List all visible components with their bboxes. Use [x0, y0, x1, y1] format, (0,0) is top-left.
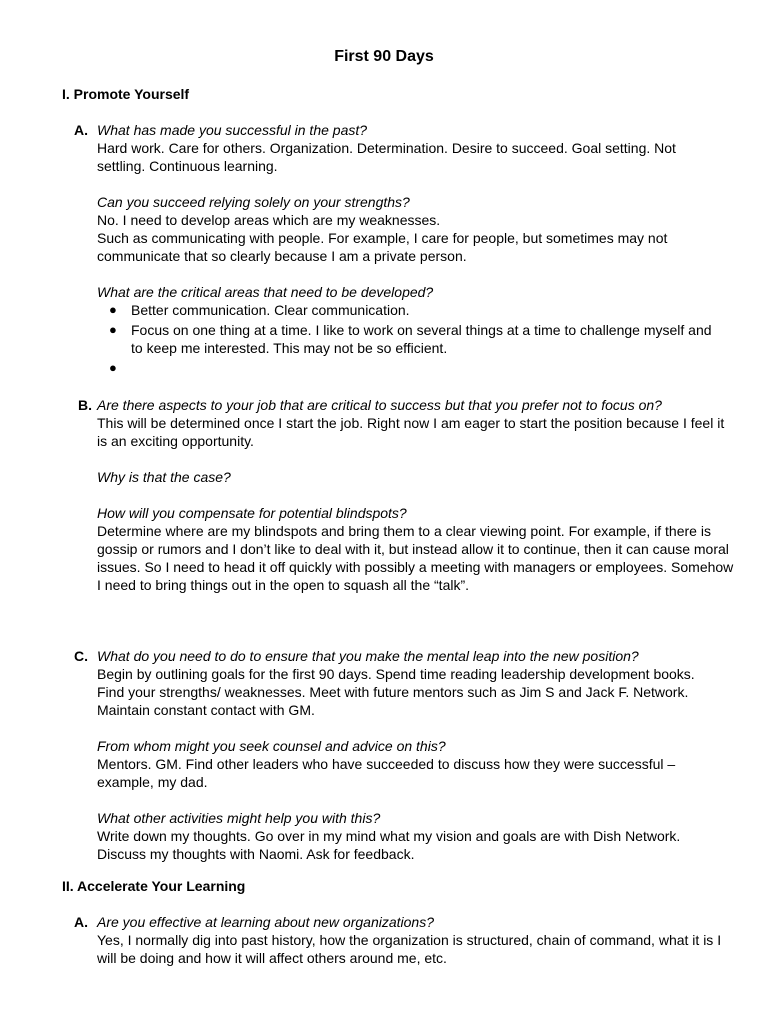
question-text: What has made you successful in the past?	[97, 122, 368, 138]
answer-text: Yes, I normally dig into past history, how the organization is structured, chain of command, what it is I will be doing and how it will affect others around me, etc.	[97, 932, 722, 966]
item-block-2a	[97, 913, 725, 967]
bullet-icon: ●	[109, 360, 117, 375]
answer-text: Write down my thoughts. Go over in my mind what my vision and goals are with Dish Network. Discuss my thoughts with Naomi. Ask for feedback.	[97, 828, 681, 862]
question-text: What other activities might help you with this?	[97, 810, 381, 826]
answer-text: Begin by outlining goals for the first 90 days. Spend time reading leadership development books. Find your strengths/ weaknesses. Meet with future mentors such as Jim S and Jack F. Network. Maintain constant contact with GM.	[97, 666, 695, 718]
paragraph-gap	[97, 450, 737, 468]
paragraph-gap	[97, 791, 725, 809]
item-letter-1c: C.	[74, 648, 88, 664]
question-text: What do you need to do to ensure that you make the mental leap into the new position?	[97, 648, 639, 664]
question-text: Are you effective at learning about new organizations?	[97, 914, 434, 930]
list-item-text: Focus on one thing at a time. I like to work on several things at a time to challenge myself and to keep me interested. This may not be so efficient.	[131, 322, 712, 356]
item-block-1b	[97, 396, 737, 594]
item-letter-2a: A.	[74, 914, 88, 930]
question-text: Can you succeed relying solely on your strengths?	[97, 194, 410, 210]
section-heading-promote-yourself: I. Promote Yourself	[62, 86, 190, 102]
paragraph-gap	[97, 175, 725, 193]
item-letter-1a: A.	[74, 122, 88, 138]
answer-text: Such as communicating with people. For example, I care for people, but sometimes may not communicate that so clearly because I am a private person.	[97, 230, 668, 264]
paragraph-gap	[97, 265, 725, 283]
answer-text: Hard work. Care for others. Organization. Determination. Desire to succeed. Goal setting. Not settling. Continuous learning.	[97, 140, 676, 174]
list-item	[97, 321, 725, 357]
list-item	[97, 359, 725, 377]
answer-text: Determine where are my blindspots and bring them to a clear viewing point. For example, if there is gossip or rumors and I don’t like to deal with it, but instead allow it to continue, then it can cause moral issues. So I need to head it off quickly with possibly a meeting with managers or employees. Somehow I need to bring things out in the open to squash all the “talk”.	[97, 523, 734, 593]
item-block-1a	[97, 121, 725, 379]
paragraph-gap	[97, 719, 725, 737]
bullet-list	[97, 301, 725, 377]
bullet-icon: ●	[109, 302, 117, 317]
list-item	[97, 301, 725, 319]
bullet-icon: ●	[109, 322, 117, 337]
question-text: From whom might you seek counsel and advice on this?	[97, 738, 446, 754]
section-heading-accelerate-your-learning: II. Accelerate Your Learning	[62, 878, 246, 894]
paragraph-gap	[97, 486, 737, 504]
page-title: First 90 Days	[334, 48, 434, 65]
question-text: Are there aspects to your job that are critical to success but that you prefer not to focus on?	[97, 397, 662, 413]
item-block-1c	[97, 647, 725, 863]
answer-text: No. I need to develop areas which are my weaknesses.	[97, 212, 441, 228]
question-text: How will you compensate for potential blindspots?	[97, 505, 407, 521]
item-letter-1b: B.	[78, 397, 92, 413]
answer-text: This will be determined once I start the job. Right now I am eager to start the position because I feel it is an exciting opportunity.	[97, 415, 725, 449]
question-text: Why is that the case?	[97, 469, 231, 485]
answer-text: Mentors. GM. Find other leaders who have succeeded to discuss how they were successful – example, my dad.	[97, 756, 676, 790]
list-item-text: Better communication. Clear communication.	[131, 302, 410, 318]
question-text: What are the critical areas that need to be developed?	[97, 284, 434, 300]
